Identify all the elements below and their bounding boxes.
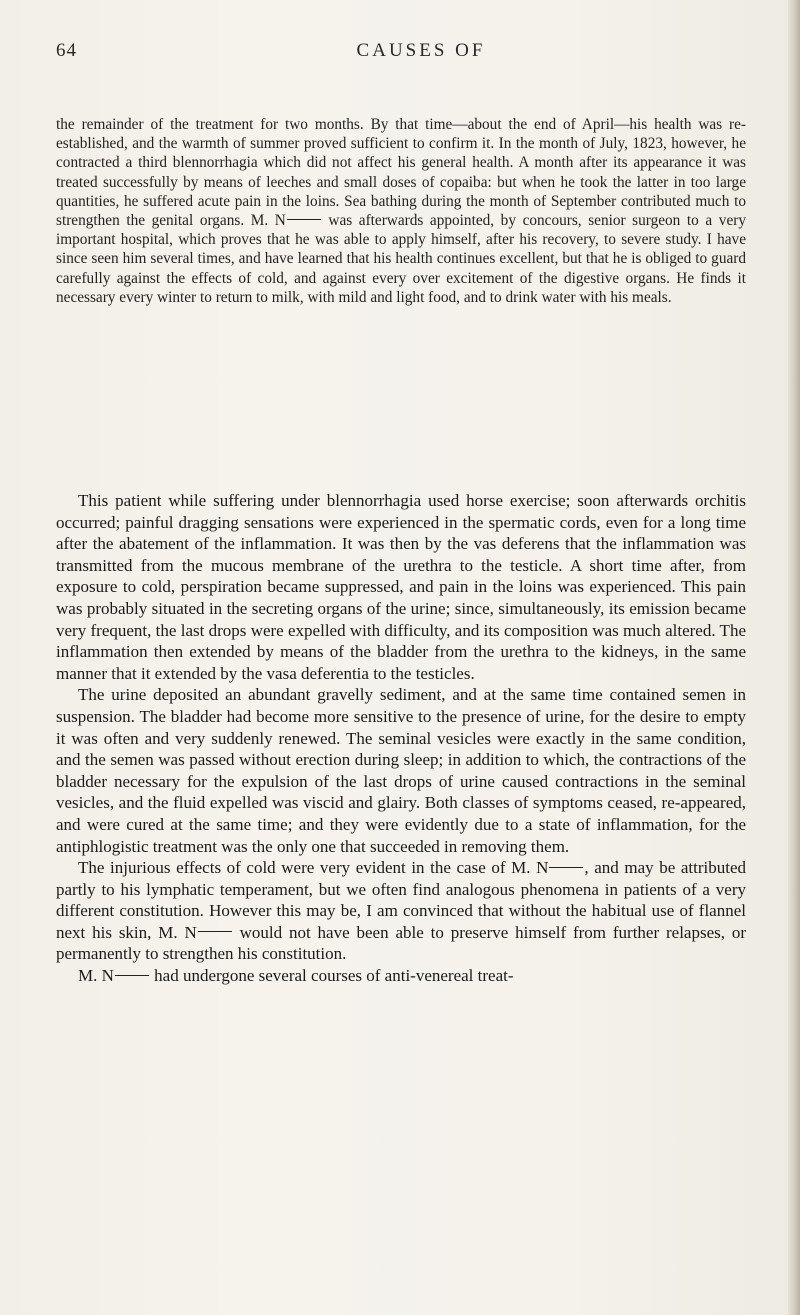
paragraph-text-part: The injurious effects of cold were very evident in the case of M. N (78, 858, 549, 878)
paragraph-text-part: had undergone several courses of anti-venereal treat- (149, 966, 514, 986)
page-number: 64 (56, 40, 77, 61)
name-dash (549, 867, 583, 868)
name-dash (115, 975, 149, 976)
small-print-paragraph (56, 115, 746, 307)
paragraph-anti-venereal (56, 965, 746, 987)
paragraph-text-part: M. N (78, 966, 114, 986)
name-dash (287, 219, 321, 220)
paragraph-text-part: would not have been able to preserve himself from further relapses, or permanently to strengthen his constitution. (56, 922, 746, 964)
paragraph-text-part: was afterwards appointed, by concours, senior surgeon to a very important hospital, which proves that he was able to apply himself, after his recovery, to severe study. I have since seen him several times, and have learned that his health continues excellent, but that he is obliged to guard carefully against the effects of cold, and against every over excitement of the digestive organs. He finds it necessary every winter to return to milk, with mild and light food, and to drink water with his meals. (56, 212, 746, 306)
page-header (56, 40, 746, 70)
page-edge (788, 0, 800, 1315)
name-dash (198, 931, 232, 932)
running-head: CAUSES OF (356, 40, 486, 61)
paragraph-horse-exercise: This patient while suffering under blennorrhagia used horse exercise; soon afterwards orchitis occurred; painful dragging sensations were experienced in the spermatic cords, even for a long time after the abatement of the inflammation. It was then by the vas deferens that the inflammation was transmitted from the mucous membrane of the urethra to the testicle. A short time after, from exposure to cold, perspiration became suppressed, and pain in the loins was experienced. This pain was probably situated in the secreting organs of the urine; since, simultaneously, its emission became very frequent, the last drops were expelled with difficulty, and its composition was much altered. The inflammation then extended by means of the bladder from the urethra to the kidneys, in the same manner that it extended by the vasa deferentia to the testicles. (56, 491, 746, 683)
paragraph-cold-effects (56, 857, 746, 965)
paragraph-urine-deposit: The urine deposited an abundant gravelly sediment, and at the same time contained semen in suspension. The bladder had become more sensitive to the presence of urine, for the desire to empty it was often and very suddenly renewed. The seminal vesicles were exactly in the same condition, and the semen was passed without erection during sleep; in addition to which, the contractions of the bladder necessary for the expulsion of the last drops of urine caused contractions in the seminal vesicles, and the fluid expelled was viscid and glairy. Both classes of symptoms ceased, re-appeared, and were cured at the same time; and they were evidently due to a state of inflammation, for the antiphlogistic treatment was the only one that succeeded in removing them. (56, 685, 746, 856)
paragraph-text-part: , and may be attributed partly to his lymphatic temperament, but we often find analogous phenomena in patients of a very different constitution. However this may be, I am convinced that without the habitual use of flannel next his skin, M. N (56, 858, 746, 942)
paragraph-continuation (56, 115, 746, 307)
main-text-block (56, 490, 746, 987)
paragraph-text-part: the remainder of the treatment for two months. By that time—about the end of April—his health was re-established, and the warmth of summer proved sufficient to confirm it. In the month of July, 1823, however, he contracted a third blennorrhagia which did not affect his general health. A month after its appearance it was treated successfully by means of leeches and small doses of copaiba: but when he took the latter in too large quantities, he suffered acute pain in the loins. Sea bathing during the month of September contributed much to strengthen the genital organs. M. N (56, 116, 746, 230)
